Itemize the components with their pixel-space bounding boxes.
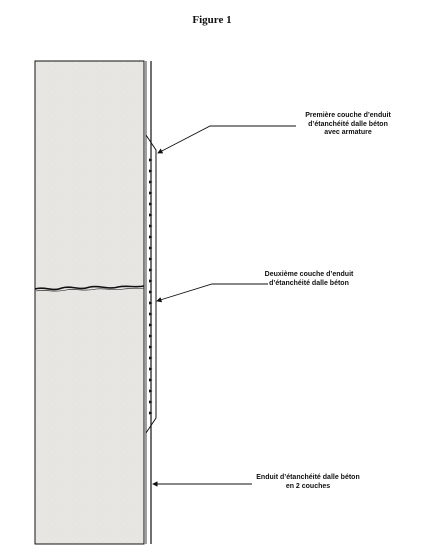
concrete-wall: [35, 61, 144, 544]
label-first-coat-line2: d’étanchéité dalle béton: [308, 120, 388, 128]
leader-second-coat: [157, 284, 268, 301]
label-two-coats-line2: en 2 couches: [285, 482, 331, 490]
figure-title: Figure 1: [192, 14, 232, 26]
leader-first-coat: [158, 126, 296, 153]
label-first-coat-line3: avec armature: [324, 129, 372, 136]
label-second-coat-line1: Deuxième couche d’enduit: [264, 271, 354, 278]
label-second-coat: [253, 271, 365, 288]
label-second-coat-line2: d’étanchéité dalle béton: [269, 279, 349, 287]
label-first-coat: [292, 112, 404, 138]
label-two-coats-line1: Enduit d’étanchéité dalle béton: [256, 474, 360, 481]
label-two-coats: [252, 474, 364, 491]
label-first-coat-line1: Première couche d’enduit: [305, 112, 391, 119]
